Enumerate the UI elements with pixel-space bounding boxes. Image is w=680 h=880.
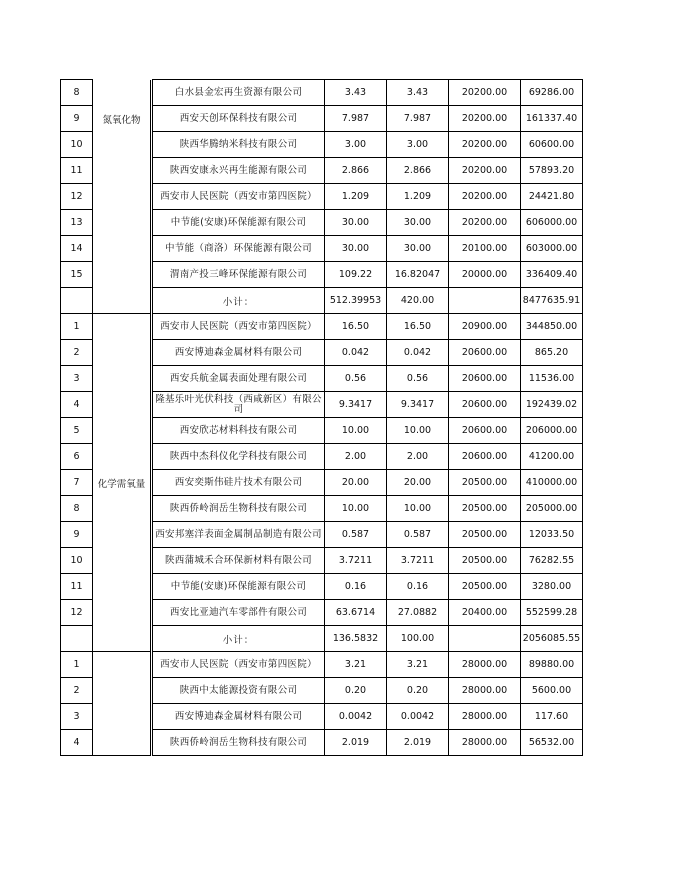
traded-quantity-cell: 10.00 xyxy=(387,418,449,444)
row-number-cell: 14 xyxy=(61,236,93,262)
traded-quantity-cell: 0.56 xyxy=(387,366,449,392)
company-name-cell: 西安博迪森金属材料有限公司 xyxy=(153,704,325,730)
category-cell xyxy=(93,704,151,730)
company-name-cell: 西安比亚迪汽车零部件有限公司 xyxy=(153,600,325,626)
traded-quantity-cell: 9.3417 xyxy=(387,392,449,418)
unit-price-cell: 20600.00 xyxy=(449,340,521,366)
quantity-cell: 30.00 xyxy=(325,236,387,262)
table-row xyxy=(61,678,583,704)
table-row xyxy=(61,184,583,210)
category-cell xyxy=(93,314,151,340)
table-row xyxy=(61,730,583,756)
traded-quantity-cell: 27.0882 xyxy=(387,600,449,626)
traded-quantity-cell: 3.43 xyxy=(387,80,449,106)
amount-cell: 205000.00 xyxy=(521,496,583,522)
unit-price-cell: 28000.00 xyxy=(449,678,521,704)
unit-price-cell: 20500.00 xyxy=(449,496,521,522)
category-cell xyxy=(93,652,151,678)
unit-price-cell: 20600.00 xyxy=(449,418,521,444)
traded-quantity-cell: 16.82047 xyxy=(387,262,449,288)
unit-price-cell: 20600.00 xyxy=(449,366,521,392)
company-name-cell: 中节能（商洛）环保能源有限公司 xyxy=(153,236,325,262)
company-name-cell: 西安市人民医院（西安市第四医院） xyxy=(153,184,325,210)
company-name-cell: 西安邦塞洋表面金属制品制造有限公司 xyxy=(153,522,325,548)
row-number-cell: 9 xyxy=(61,106,93,132)
table-row xyxy=(61,210,583,236)
row-number-cell: 15 xyxy=(61,262,93,288)
category-cell xyxy=(93,288,151,314)
row-number-cell: 2 xyxy=(61,340,93,366)
amount-cell: 60600.00 xyxy=(521,132,583,158)
category-cell: 化学需氧量 xyxy=(93,470,151,496)
table-row xyxy=(61,314,583,340)
amount-cell: 57893.20 xyxy=(521,158,583,184)
amount-cell: 117.60 xyxy=(521,704,583,730)
table-row xyxy=(61,470,583,496)
company-name-cell: 陕西侨岭润岳生物科技有限公司 xyxy=(153,496,325,522)
quantity-cell: 63.6714 xyxy=(325,600,387,626)
traded-quantity-cell: 0.16 xyxy=(387,574,449,600)
row-number-cell: 9 xyxy=(61,522,93,548)
unit-price-cell: 20200.00 xyxy=(449,210,521,236)
category-cell xyxy=(93,496,151,522)
subtotal-amount-cell: 8477635.91 xyxy=(521,288,583,314)
traded-quantity-cell: 1.209 xyxy=(387,184,449,210)
row-number-cell: 10 xyxy=(61,548,93,574)
subtotal-row xyxy=(61,626,583,652)
category-cell xyxy=(93,418,151,444)
company-name-cell: 中节能(安康)环保能源有限公司 xyxy=(153,210,325,236)
category-cell xyxy=(93,522,151,548)
subtotal-amount-cell: 2056085.55 xyxy=(521,626,583,652)
amount-cell: 865.20 xyxy=(521,340,583,366)
amount-cell: 12033.50 xyxy=(521,522,583,548)
category-cell xyxy=(93,132,151,158)
company-name-cell: 白水县金宏再生资源有限公司 xyxy=(153,80,325,106)
unit-price-cell: 20000.00 xyxy=(449,262,521,288)
unit-price-cell: 20200.00 xyxy=(449,132,521,158)
table-row xyxy=(61,600,583,626)
traded-quantity-cell: 7.987 xyxy=(387,106,449,132)
quantity-cell: 7.987 xyxy=(325,106,387,132)
spreadsheet-page xyxy=(60,79,582,756)
unit-price-cell: 20500.00 xyxy=(449,470,521,496)
row-number-cell xyxy=(61,626,93,652)
category-cell xyxy=(93,236,151,262)
quantity-cell: 3.43 xyxy=(325,80,387,106)
table-row xyxy=(61,392,583,418)
company-name-cell: 陕西中太能源投资有限公司 xyxy=(153,678,325,704)
table-row xyxy=(61,444,583,470)
table-row xyxy=(61,340,583,366)
row-number-cell: 3 xyxy=(61,366,93,392)
company-name-cell: 西安兵航金属表面处理有限公司 xyxy=(153,366,325,392)
table-row xyxy=(61,704,583,730)
unit-price-cell: 20200.00 xyxy=(449,158,521,184)
table-row xyxy=(61,106,583,132)
table-row xyxy=(61,522,583,548)
unit-price-cell: 28000.00 xyxy=(449,730,521,756)
amount-cell: 69286.00 xyxy=(521,80,583,106)
unit-price-cell: 20200.00 xyxy=(449,106,521,132)
company-name-cell: 西安天创环保科技有限公司 xyxy=(153,106,325,132)
table-row xyxy=(61,262,583,288)
quantity-cell: 0.587 xyxy=(325,522,387,548)
row-number-cell: 1 xyxy=(61,314,93,340)
amount-cell: 603000.00 xyxy=(521,236,583,262)
company-name-cell: 西安奕斯伟硅片技术有限公司 xyxy=(153,470,325,496)
quantity-cell: 3.7211 xyxy=(325,548,387,574)
row-number-cell: 4 xyxy=(61,392,93,418)
table-row xyxy=(61,652,583,678)
row-number-cell: 11 xyxy=(61,574,93,600)
traded-quantity-cell: 2.00 xyxy=(387,444,449,470)
subtotal-label: 小计： xyxy=(153,626,325,652)
traded-quantity-cell: 10.00 xyxy=(387,496,449,522)
quantity-cell: 0.042 xyxy=(325,340,387,366)
amount-cell: 24421.80 xyxy=(521,184,583,210)
table-row xyxy=(61,80,583,106)
row-number-cell: 3 xyxy=(61,704,93,730)
unit-price-cell: 20500.00 xyxy=(449,548,521,574)
subtotal-traded-quantity-cell: 420.00 xyxy=(387,288,449,314)
amount-cell: 76282.55 xyxy=(521,548,583,574)
quantity-cell: 2.866 xyxy=(325,158,387,184)
table-row xyxy=(61,366,583,392)
company-name-cell: 中节能(安康)环保能源有限公司 xyxy=(153,574,325,600)
category-cell xyxy=(93,210,151,236)
table-row xyxy=(61,418,583,444)
category-cell xyxy=(93,80,151,106)
company-name-cell: 西安市人民医院（西安市第四医院） xyxy=(153,314,325,340)
company-name-cell: 渭南产投三峰环保能源有限公司 xyxy=(153,262,325,288)
row-number-cell: 13 xyxy=(61,210,93,236)
traded-quantity-cell: 2.866 xyxy=(387,158,449,184)
amount-cell: 56532.00 xyxy=(521,730,583,756)
quantity-cell: 0.16 xyxy=(325,574,387,600)
amount-cell: 161337.40 xyxy=(521,106,583,132)
row-number-cell: 4 xyxy=(61,730,93,756)
traded-quantity-cell: 30.00 xyxy=(387,210,449,236)
table-row xyxy=(61,548,583,574)
unit-price-cell: 20200.00 xyxy=(449,184,521,210)
row-number-cell: 6 xyxy=(61,444,93,470)
subtotal-label: 小计： xyxy=(153,288,325,314)
traded-quantity-cell: 3.7211 xyxy=(387,548,449,574)
category-cell xyxy=(93,548,151,574)
category-cell xyxy=(93,730,151,756)
quantity-cell: 0.56 xyxy=(325,366,387,392)
company-name-cell: 西安欣芯材料科技有限公司 xyxy=(153,418,325,444)
quantity-cell: 2.019 xyxy=(325,730,387,756)
company-name-cell: 陕西安康永兴再生能源有限公司 xyxy=(153,158,325,184)
company-name-cell: 陕西侨岭润岳生物科技有限公司 xyxy=(153,730,325,756)
unit-price-cell: 20900.00 xyxy=(449,314,521,340)
table-row xyxy=(61,236,583,262)
amount-cell: 606000.00 xyxy=(521,210,583,236)
company-name-cell: 隆基乐叶光伏科技（西咸新区）有限公司 xyxy=(153,392,325,418)
company-name-cell: 西安博迪森金属材料有限公司 xyxy=(153,340,325,366)
quantity-cell: 2.00 xyxy=(325,444,387,470)
category-cell xyxy=(93,600,151,626)
unit-price-cell: 20200.00 xyxy=(449,80,521,106)
row-number-cell: 8 xyxy=(61,496,93,522)
traded-quantity-cell: 2.019 xyxy=(387,730,449,756)
traded-quantity-cell: 0.20 xyxy=(387,678,449,704)
transaction-table xyxy=(60,79,583,756)
unit-price-cell: 20100.00 xyxy=(449,236,521,262)
traded-quantity-cell: 3.21 xyxy=(387,652,449,678)
row-number-cell: 2 xyxy=(61,678,93,704)
table-row xyxy=(61,496,583,522)
row-number-cell: 1 xyxy=(61,652,93,678)
unit-price-cell: 20500.00 xyxy=(449,522,521,548)
table-row xyxy=(61,158,583,184)
amount-cell: 552599.28 xyxy=(521,600,583,626)
category-cell xyxy=(93,366,151,392)
company-name-cell: 陕西中杰科仪化学科技有限公司 xyxy=(153,444,325,470)
row-number-cell: 10 xyxy=(61,132,93,158)
subtotal-unit-price-cell xyxy=(449,626,521,652)
quantity-cell: 16.50 xyxy=(325,314,387,340)
amount-cell: 5600.00 xyxy=(521,678,583,704)
row-number-cell xyxy=(61,288,93,314)
category-cell xyxy=(93,626,151,652)
quantity-cell: 9.3417 xyxy=(325,392,387,418)
amount-cell: 41200.00 xyxy=(521,444,583,470)
amount-cell: 89880.00 xyxy=(521,652,583,678)
row-number-cell: 12 xyxy=(61,600,93,626)
row-number-cell: 12 xyxy=(61,184,93,210)
category-cell xyxy=(93,678,151,704)
quantity-cell: 0.0042 xyxy=(325,704,387,730)
category-cell: 氮氧化物 xyxy=(93,106,151,132)
table-row xyxy=(61,132,583,158)
subtotal-unit-price-cell xyxy=(449,288,521,314)
row-number-cell: 5 xyxy=(61,418,93,444)
traded-quantity-cell: 0.0042 xyxy=(387,704,449,730)
subtotal-row xyxy=(61,288,583,314)
row-number-cell: 11 xyxy=(61,158,93,184)
unit-price-cell: 20600.00 xyxy=(449,444,521,470)
company-name-cell: 西安市人民医院（西安市第四医院） xyxy=(153,652,325,678)
subtotal-quantity-cell: 136.5832 xyxy=(325,626,387,652)
row-number-cell: 7 xyxy=(61,470,93,496)
amount-cell: 410000.00 xyxy=(521,470,583,496)
traded-quantity-cell: 0.587 xyxy=(387,522,449,548)
company-name-cell: 陕西蒲城禾合环保新材料有限公司 xyxy=(153,548,325,574)
quantity-cell: 10.00 xyxy=(325,496,387,522)
traded-quantity-cell: 16.50 xyxy=(387,314,449,340)
amount-cell: 3280.00 xyxy=(521,574,583,600)
traded-quantity-cell: 30.00 xyxy=(387,236,449,262)
traded-quantity-cell: 20.00 xyxy=(387,470,449,496)
quantity-cell: 30.00 xyxy=(325,210,387,236)
category-cell xyxy=(93,444,151,470)
subtotal-traded-quantity-cell: 100.00 xyxy=(387,626,449,652)
unit-price-cell: 20500.00 xyxy=(449,574,521,600)
quantity-cell: 3.21 xyxy=(325,652,387,678)
unit-price-cell: 28000.00 xyxy=(449,652,521,678)
amount-cell: 206000.00 xyxy=(521,418,583,444)
category-cell xyxy=(93,340,151,366)
category-cell xyxy=(93,158,151,184)
row-number-cell: 8 xyxy=(61,80,93,106)
quantity-cell: 109.22 xyxy=(325,262,387,288)
category-cell xyxy=(93,184,151,210)
unit-price-cell: 28000.00 xyxy=(449,704,521,730)
table-row xyxy=(61,574,583,600)
quantity-cell: 20.00 xyxy=(325,470,387,496)
amount-cell: 344850.00 xyxy=(521,314,583,340)
company-name-cell: 陕西华腾纳米科技有限公司 xyxy=(153,132,325,158)
traded-quantity-cell: 3.00 xyxy=(387,132,449,158)
amount-cell: 336409.40 xyxy=(521,262,583,288)
amount-cell: 11536.00 xyxy=(521,366,583,392)
subtotal-quantity-cell: 512.39953 xyxy=(325,288,387,314)
unit-price-cell: 20600.00 xyxy=(449,392,521,418)
amount-cell: 192439.02 xyxy=(521,392,583,418)
unit-price-cell: 20400.00 xyxy=(449,600,521,626)
category-cell xyxy=(93,392,151,418)
quantity-cell: 1.209 xyxy=(325,184,387,210)
quantity-cell: 3.00 xyxy=(325,132,387,158)
category-cell xyxy=(93,262,151,288)
table-body xyxy=(61,80,583,756)
category-cell xyxy=(93,574,151,600)
quantity-cell: 10.00 xyxy=(325,418,387,444)
quantity-cell: 0.20 xyxy=(325,678,387,704)
traded-quantity-cell: 0.042 xyxy=(387,340,449,366)
